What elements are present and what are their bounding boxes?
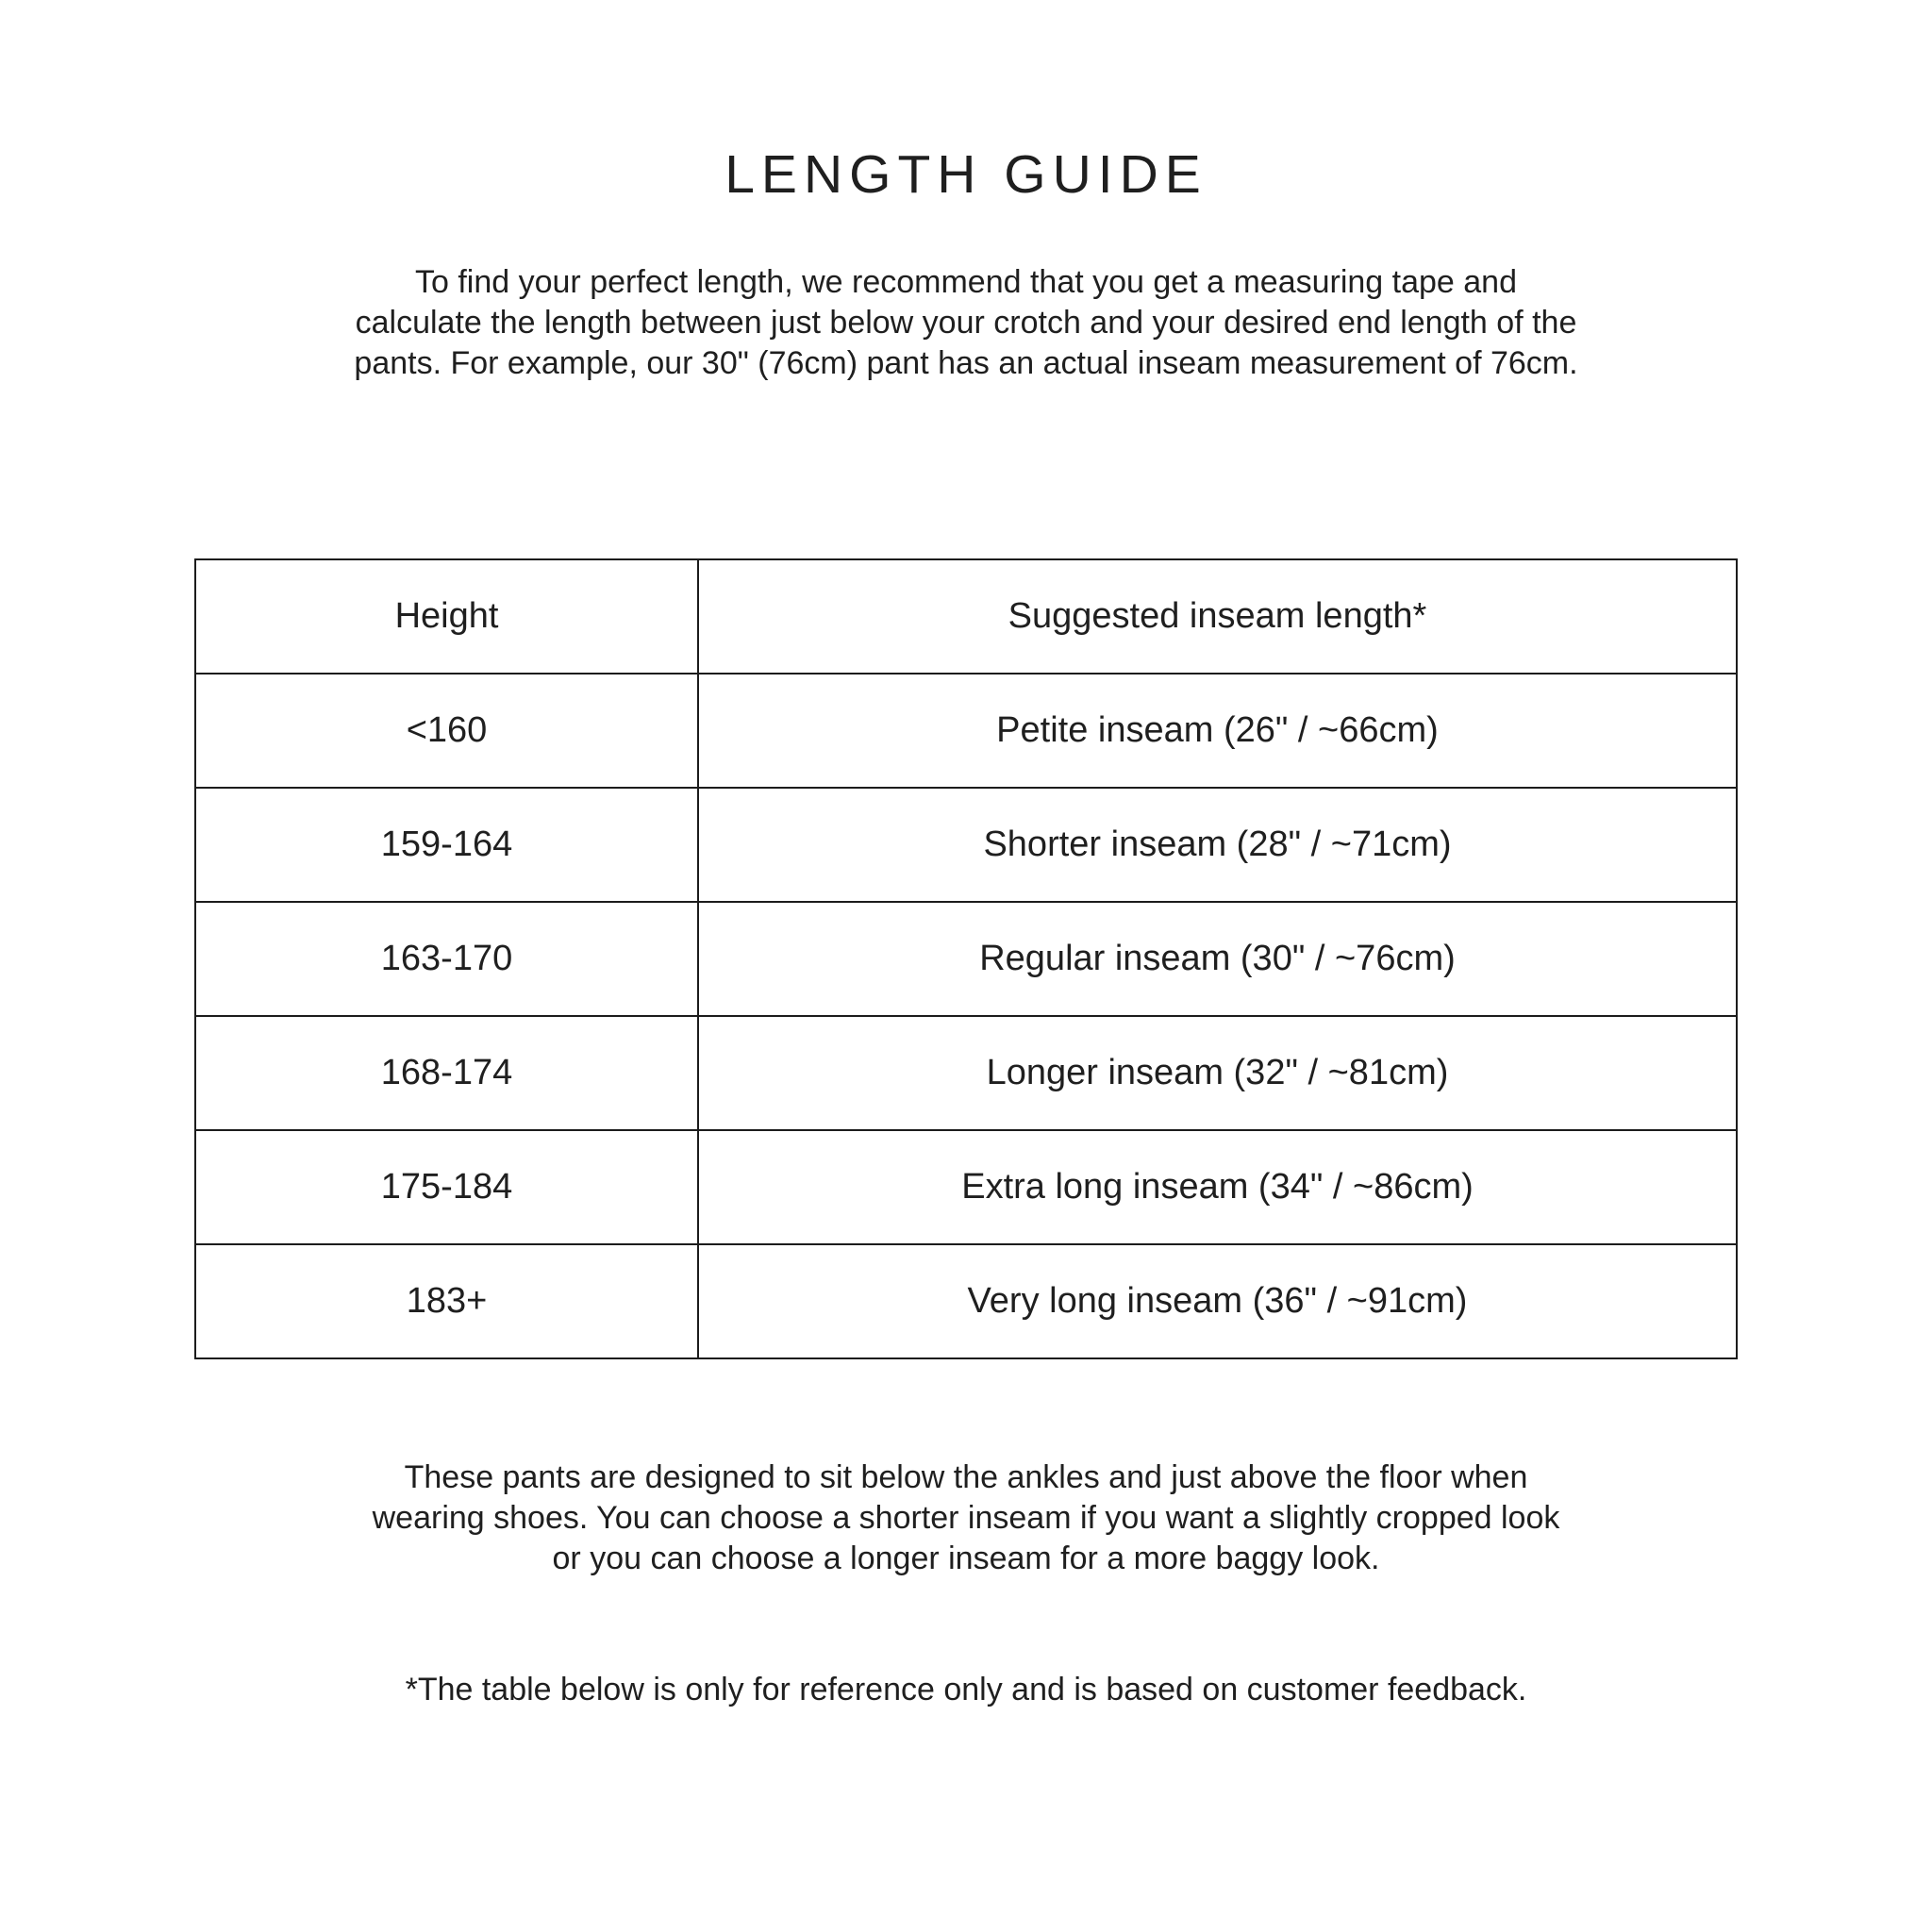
inseam-cell: Longer inseam (32" / ~81cm)	[698, 1016, 1737, 1130]
height-cell: <160	[195, 674, 698, 788]
height-cell: 159-164	[195, 788, 698, 902]
table-header-row	[195, 559, 1737, 674]
inseam-cell: Very long inseam (36" / ~91cm)	[698, 1244, 1737, 1358]
height-cell: 163-170	[195, 902, 698, 1016]
table-row	[195, 1130, 1737, 1244]
table-row	[195, 1244, 1737, 1358]
table-row	[195, 902, 1737, 1016]
length-guide-table	[194, 558, 1738, 1359]
inseam-cell: Shorter inseam (28" / ~71cm)	[698, 788, 1737, 902]
height-cell: 168-174	[195, 1016, 698, 1130]
table-row	[195, 674, 1737, 788]
inseam-cell: Regular inseam (30" / ~76cm)	[698, 902, 1737, 1016]
table-row	[195, 788, 1737, 902]
height-cell: 183+	[195, 1244, 698, 1358]
intro-paragraph: To find your perfect length, we recommend that you get a measuring tape and calculate the length between just below your crotch and your desired end length of the pants. For example, our 30" (76cm) pant has an actual inseam measurement of 76cm.	[354, 264, 1578, 381]
inseam-cell: Petite inseam (26" / ~66cm)	[698, 674, 1737, 788]
page-title: LENGTH GUIDE	[724, 144, 1208, 205]
table-row	[195, 1016, 1737, 1130]
reference-footnote: *The table below is only for reference only and is based on customer feedback.	[405, 1671, 1527, 1707]
inseam-cell: Extra long inseam (34" / ~86cm)	[698, 1130, 1737, 1244]
header-height: Height	[195, 559, 698, 674]
fit-note-paragraph: These pants are designed to sit below the ankles and just above the floor when wearing shoes. You can choose a shorter inseam if you want a slightly cropped look or you can choose a longer inseam for a more baggy look.	[372, 1459, 1560, 1577]
height-cell: 175-184	[195, 1130, 698, 1244]
header-suggested-inseam: Suggested inseam length*	[698, 559, 1737, 674]
